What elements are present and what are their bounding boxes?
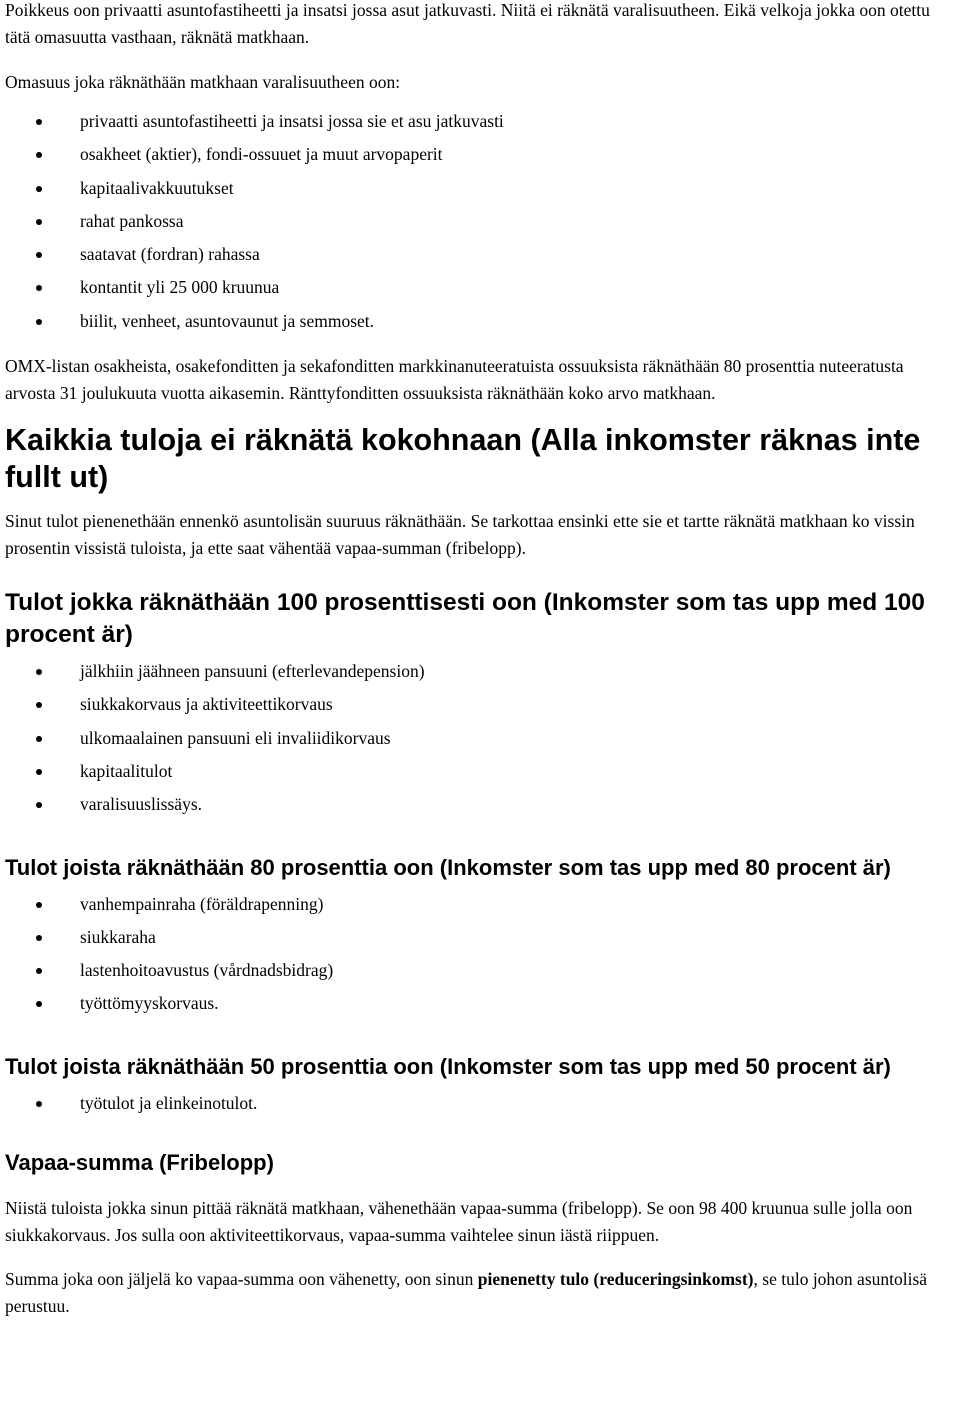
list-item (5, 921, 957, 954)
assets-list (5, 105, 957, 338)
income-section-paragraph: Sinut tulot pienenethään ennenkö asuntolisän suuruus räknäthään. Se tarkottaa ensinki ette sie et tartte räknätä matkhaan ko vissin prosentin vissistä tuloista, ja ette saat vähentää vapaa-summan (fribelopp). (5, 511, 915, 559)
eighty-income-list (5, 888, 957, 1021)
exception-paragraph: Poikkeus oon privaatti asuntofastiheetti ja insatsi jossa asut jatkuvasti. Niitä ei räknätä varalisuutheen. Eikä velkoja jokka oon otettu tätä omasuutta vasthaan, räknätä matkhaan. (5, 0, 930, 47)
list-item (5, 138, 957, 171)
list-item-text: biilit, venheet, asuntovaunut ja semmoset. (80, 310, 375, 331)
list-item-text: siukkaraha (80, 926, 156, 947)
bullet-icon (36, 1001, 42, 1007)
bullet-icon (36, 319, 42, 325)
bullet-icon (36, 285, 42, 291)
full-income-list (5, 655, 957, 821)
document-page (5, 0, 957, 1320)
list-item-text: privaatti asuntofastiheetti ja insatsi jossa sie et asu jatkuvasti (80, 111, 504, 131)
list-item-text: kapitaalivakkuutukset (80, 177, 234, 198)
list-item (5, 788, 957, 821)
list-item (5, 755, 957, 788)
list-item-text: osakheet (aktier), fondi-ossuuet ja muut arvopaperit (80, 144, 443, 165)
list-item-text: rahat pankossa (80, 210, 184, 231)
list-item (5, 105, 957, 138)
bullet-icon (36, 119, 42, 125)
reduced-income-paragraph (5, 1266, 957, 1320)
list-item (5, 722, 957, 755)
income-section-heading: Kaikkia tuloja ei räknätä kokohnaan (Alla inkomster räknas inte fullt ut) (5, 423, 921, 495)
list-item (5, 1087, 957, 1120)
list-item-text: siukkakorvaus ja aktiviteettikorvaus (80, 694, 333, 715)
list-item-text: ulkomaalainen pansuuni eli invaliidikorvaus (80, 727, 391, 748)
fifty-section-heading: Tulot joista räknäthään 50 prosenttia oon (Inkomster som tas upp med 50 procent är) (5, 1053, 891, 1079)
bullet-icon (36, 152, 42, 158)
assets-lead-paragraph: Omasuus joka räknäthään matkhaan varalisuutheen oon: (5, 72, 401, 92)
omx-paragraph: OMX-listan osakheista, osakefonditten ja sekafonditten markkinanuteeratuista ossuuksista räknäthään 80 prosenttia nuteeratusta arvosta 31 joulukuuta vuotta aikasemin. Ränttyfonditten ossuuksista räknäthään koko arvo matkhaan. (5, 356, 904, 404)
list-item-text: kontantit yli 25 000 kruunua (80, 277, 280, 298)
bullet-icon (36, 802, 42, 808)
list-item (5, 238, 957, 271)
reduced-income-text-before: Summa joka oon jäljelä ko vapaa-summa oon vähenetty, oon sinun (5, 1269, 478, 1290)
list-item (5, 987, 957, 1020)
list-item-text: kapitaalitulot (80, 760, 173, 781)
bullet-icon (36, 968, 42, 974)
list-item (5, 172, 957, 205)
list-item-text: saatavat (fordran) rahassa (80, 244, 260, 265)
bullet-icon (36, 736, 42, 742)
eighty-section-heading: Tulot joista räknäthään 80 prosenttia oon (Inkomster som tas upp med 80 procent är) (5, 854, 891, 880)
list-item (5, 205, 957, 238)
list-item-text: jälkhiin jäähneen pansuuni (efterlevandepension) (80, 661, 425, 682)
full-section-heading: Tulot jokka räknäthään 100 prosenttisesti oon (Inkomster som tas upp med 100 procent är) (5, 589, 925, 649)
list-item (5, 271, 957, 304)
bullet-icon (36, 902, 42, 908)
reduced-income-text-after: , se tulo johon asuntolisä perustuu. (5, 1269, 928, 1317)
bullet-icon (36, 769, 42, 775)
list-item (5, 888, 957, 921)
bullet-icon (36, 669, 42, 675)
list-item (5, 688, 957, 721)
list-item (5, 305, 957, 338)
list-item (5, 655, 957, 688)
bullet-icon (36, 935, 42, 941)
bullet-icon (36, 219, 42, 225)
reduced-income-term: pienenetty tulo (reduceringsinkomst) (477, 1269, 754, 1290)
fifty-income-list (5, 1087, 957, 1120)
list-item (5, 954, 957, 987)
list-item-text: varalisuuslissäys. (80, 794, 203, 815)
list-item-text: työttömyyskorvaus. (80, 993, 219, 1014)
list-item-text: vanhempainraha (föräldrapenning) (80, 893, 324, 914)
bullet-icon (36, 1101, 42, 1107)
free-amount-heading: Vapaa-summa (Fribelopp) (5, 1150, 274, 1176)
bullet-icon (36, 252, 42, 258)
list-item-text: lastenhoitoavustus (vårdnadsbidrag) (80, 960, 334, 981)
list-item-text: työtulot ja elinkeinotulot. (80, 1092, 258, 1113)
bullet-icon (36, 702, 42, 708)
free-amount-paragraph: Niistä tuloista jokka sinun pittää räknätä matkhaan, vähenethään vapaa-summa (fribelopp). Se oon 98 400 kruunua sulle jolla oon siukkakorvaus. Jos sulla oon aktiviteettikorvaus, vapaa-summa vaihtelee sinun iästä riippuen. (5, 1198, 913, 1246)
bullet-icon (36, 186, 42, 192)
